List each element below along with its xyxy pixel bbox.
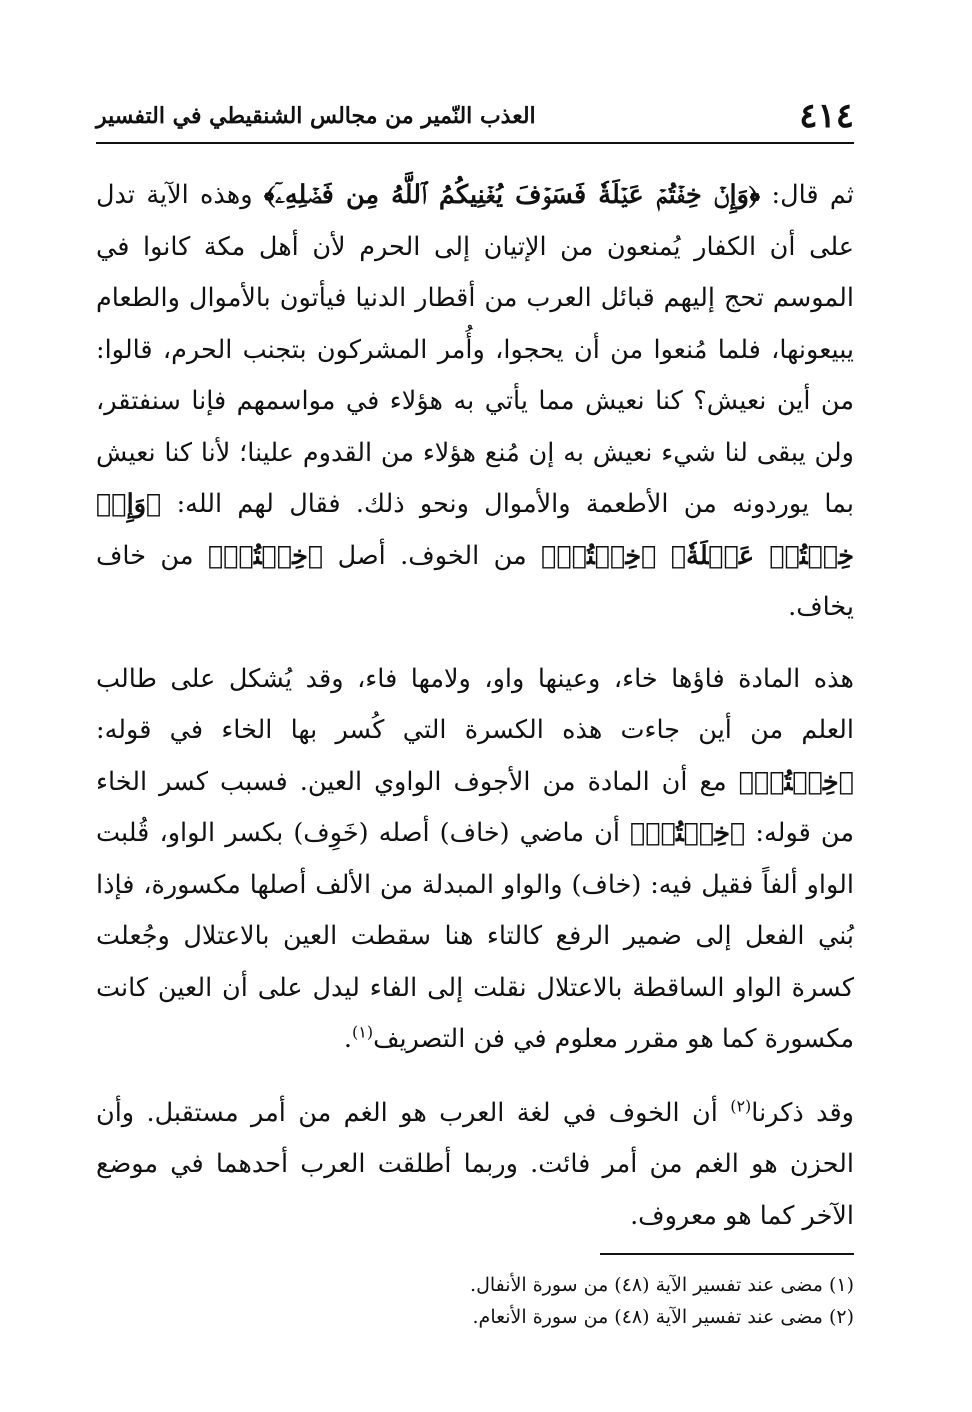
text-run: ثم قال: — [760, 180, 854, 210]
quran-verse: ﴿خِفۡتُمۡ﴾ — [738, 766, 854, 797]
main-text — [96, 170, 854, 1242]
paragraph-2 — [96, 654, 854, 1066]
quran-verse: ﴿وَإِنۡ خِفۡتُمۡ عَيۡلَةٗ فَسَوۡفَ يُغۡنِيكُمُ ٱللَّهُ مِن فَضۡلِهِۦٓ﴾ — [263, 180, 761, 210]
footnote-ref[interactable]: (١) — [351, 1022, 374, 1042]
text-run: هذه المادة فاؤها خاء، وعينها واو، ولامها فاء، وقد يُشكل على طالب العلم من أين جاءت هذه الكسرة التي كُسر بها الخاء في قوله: — [96, 663, 854, 745]
text-run: من الخوف. أصل — [323, 540, 542, 571]
paragraph-1 — [96, 170, 854, 634]
text-run: وقد ذكرنا — [751, 1097, 854, 1128]
text-run: . — [343, 1024, 352, 1054]
text-run: أن الخوف في لغة العرب هو الغم من أمر مستقبل. وأن الحزن هو الغم من أمر فائت. وربما أطلقت العرب أحدهما في موضع الآخر كما هو معروف. — [96, 1097, 854, 1231]
text-run: وهذه الآية تدل على أن الكفار يُمنعون من الإتيان إلى الحرم لأن أهل مكة كانوا في الموسم تحج إليهم قبائل العرب من أقطار الدنيا فيأتون بالأموال والطعام يبيعونها، فلما مُنعوا من أن يحجوا، وأُمر المشركون بتجنب الحرم، قالوا: من أين نعيش؟ كنا نعيش مما يأتي به هؤلاء في مواسمهم فإنا سنفتقر، ولن يبقى لنا شيء نعيش به إن مُنع هؤلاء من القدوم علينا؛ لأنا كنا نعيش بما يوردونه من الأطعمة والأموال ونحو ذلك. فقال لهم الله: — [96, 180, 854, 519]
footnote-divider — [600, 1253, 854, 1255]
page-number: ٤١٤ — [799, 96, 854, 136]
quran-verse: ﴿خِفۡتُمۡ﴾ — [630, 818, 746, 848]
text-run: من خاف يخاف. — [96, 540, 854, 622]
footnote-1: (١) مضى عند تفسير الآية (٤٨) من سورة الأنفال. — [470, 1274, 854, 1296]
text-run: مع أن المادة من الأجوف الواوي العين. فسبب كسر الخاء من قوله: — [96, 766, 854, 848]
footnotes — [96, 1253, 854, 1333]
quran-verse: ﴿خِفۡتُمۡ﴾ — [541, 540, 657, 571]
quran-verse: ﴿وَإِنۡ خِفۡتُمۡ عَيۡلَةٗ﴾ — [96, 489, 854, 571]
text-run — [656, 541, 670, 571]
text-run: أن ماضي (خاف) أصله (خَوِف) بكسر الواو، قُلبت الواو ألفاً فقيل فيه: (خاف) والواو المبدلة من الألف أصلها مكسورة، فإذا بُني الفعل إلى ضمير الرفع كالتاء هنا سقطت العين بالاعتلال وجُعلت كسرة الواو الساقطة بالاعتلال نقلت إلى الفاء ليدل على أن العين كانت مكسورة كما هو مقرر معلوم في فن التصريف — [96, 818, 854, 1054]
quran-verse: ﴿خِفۡتُمۡ﴾ — [207, 540, 324, 571]
running-header — [96, 90, 854, 144]
book-title: العذب النّمير من مجالس الشنقيطي في التفسير — [96, 103, 536, 129]
paragraph-3 — [96, 1088, 854, 1243]
footnote-ref[interactable]: (٢) — [730, 1096, 752, 1115]
footnote-2: (٢) مضى عند تفسير الآية (٤٨) من سورة الأنعام. — [472, 1306, 854, 1328]
book-page — [96, 90, 854, 1370]
